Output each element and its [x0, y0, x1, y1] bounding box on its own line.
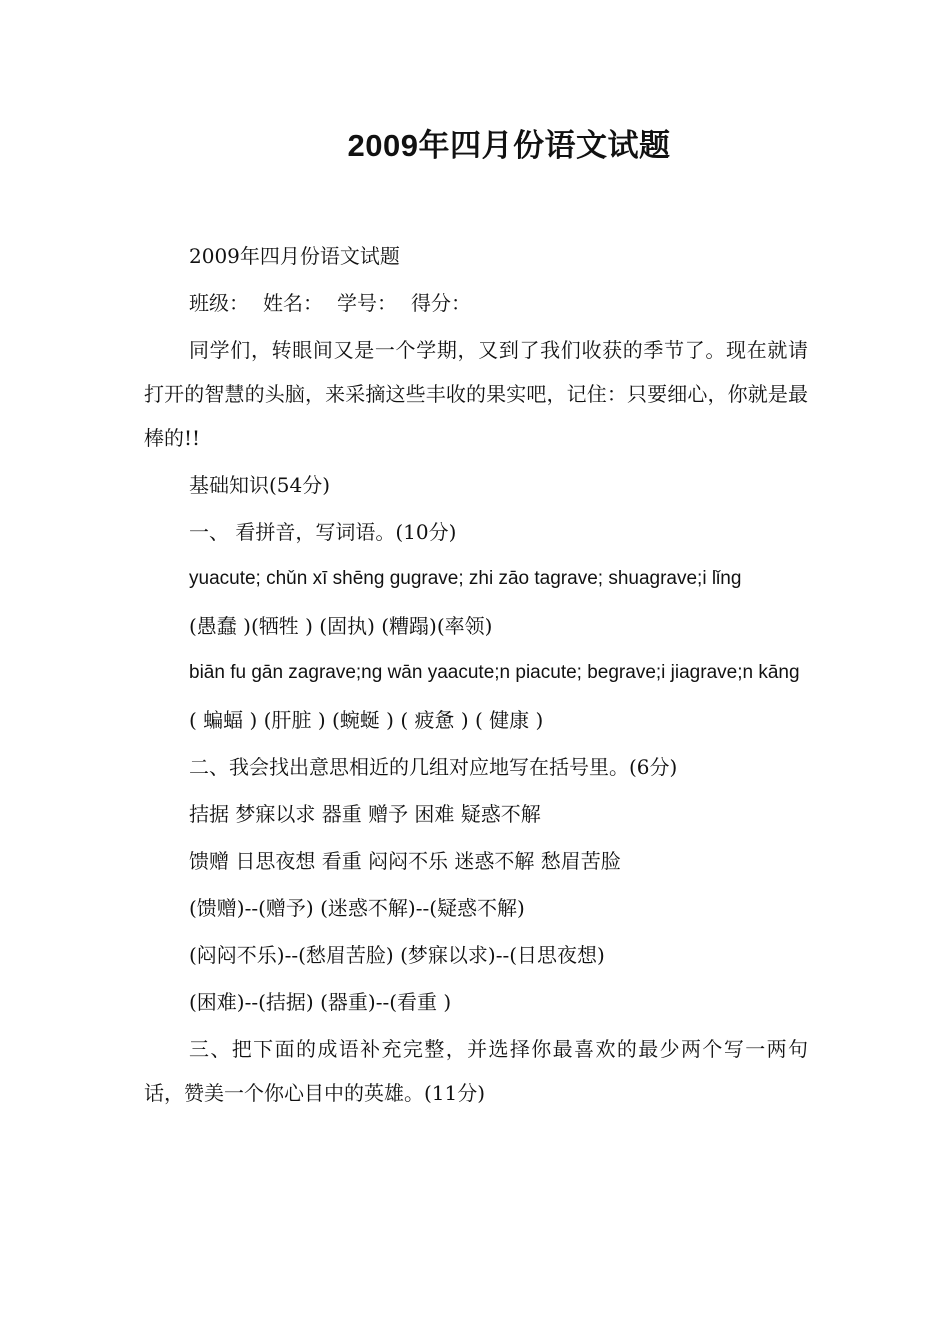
pair-line-2: (闷闷不乐)--(愁眉苦脸) (梦寐以求)--(日思夜想): [189, 943, 605, 967]
pinyin-line-2: biān fu gān zagrave;ng wān yaacute;n piacute; begrave;i jiagrave;n kāng: [189, 662, 800, 683]
field-name-label: 姓名：: [263, 291, 323, 315]
field-student-id-label: 学号：: [337, 291, 397, 315]
document-title: 2009年四月份语文试题: [347, 128, 671, 163]
pair-line-1: (馈赠)--(赠予) (迷惑不解)--(疑惑不解): [189, 896, 525, 920]
document-body: [144, 234, 808, 1118]
paragraph-intro: 同学们，转眼间又是一个学期，又到了我们收获的季节了。现在就请打开的智慧的头脑，来采摘这些丰收的果实吧，记住：只要细心，你就是最棒的!!: [144, 338, 808, 450]
question-2-heading: 二、我会找出意思相近的几组对应地写在括号里。(6分): [189, 755, 678, 779]
field-class-label: 班级：: [189, 291, 249, 315]
section-heading-basics: 基础知识(54分): [189, 473, 331, 497]
student-info-fields: [144, 281, 808, 325]
word-list-2: 馈赠 日思夜想 看重 闷闷不乐 迷惑不解 愁眉苦脸: [189, 849, 621, 873]
pinyin-line-1: yuacute; chǔn xī shēng gugrave; zhi zāo tagrave; shuagrave;i lǐng: [189, 568, 742, 589]
field-score-label: 得分：: [411, 291, 471, 315]
question-1-heading: 一、 看拼音，写词语。(10分): [189, 520, 457, 544]
answer-line-1: (愚蠢 )(牺牲 ) (固执) (糟蹋)(率领): [189, 614, 493, 638]
word-list-1: 拮据 梦寐以求 器重 赠予 困难 疑惑不解: [189, 802, 541, 826]
paragraph-subtitle: 2009年四月份语文试题: [189, 244, 400, 268]
question-3-heading: 三、把下面的成语补充完整，并选择你最喜欢的最少两个写一两句话，赞美一个你心目中的英雄。(11分): [144, 1037, 808, 1105]
answer-line-2: ( 蝙蝠 ) (肝脏 ) (蜿蜒 ) ( 疲惫 ) ( 健康 ): [189, 708, 544, 732]
pair-line-3: (困难)--(拮据) (器重)--(看重 ): [189, 990, 452, 1014]
